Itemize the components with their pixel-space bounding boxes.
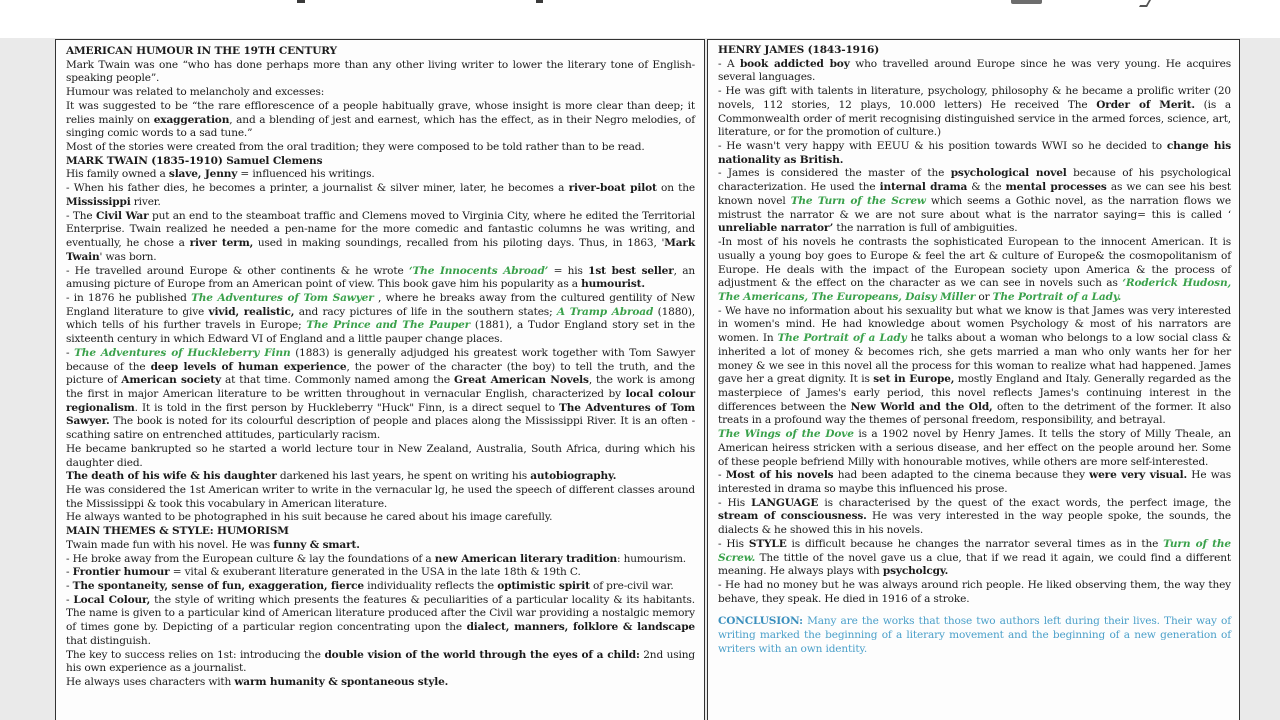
paragraph [718,538,1231,579]
text-run: Most of the stories were created from the oral tradition; they were composed to be told rather than to be read. [66,141,645,154]
text-run: Great American Novels [454,374,589,387]
text-run: used in making soundings, recalled from his piloting days. Thus, in 1863, ' [253,237,665,250]
text-run: He always wanted to be photographed in his suit because he cared about his image carefully. [66,511,553,524]
text-run: river. [130,195,161,208]
text-run: 1st best seller [588,264,674,277]
text-run: unreliable narrator’ [718,222,834,235]
paragraph [66,168,695,182]
text-run: The spontaneity, sense of fun, exaggeration, fierce [72,580,364,593]
text-run: , the work is among the first in major American literature to be written throughout in vernacular English, characterized by [66,374,696,400]
text-run: dialect, manners, folklore & landscape [466,621,695,634]
text-run: The Wings of the Dove [718,428,854,441]
text-run: or [975,290,993,303]
text-run: Frontier humour [72,566,170,579]
text-run: optimistic spirit [497,580,590,593]
paragraph [718,58,1231,85]
paragraph [718,469,1231,496]
paragraph [718,236,1231,305]
toolbar-chip[interactable] [1011,0,1042,4]
text-run: ‘Roderick Hudosn, The Americans, The Europeans, Daisy Miller [718,277,1231,303]
text-run: , and a blending of jest and earnest, which has the effect, as in their Negro melodies, of singing comic words to a sad tune.” [66,113,695,140]
text-run: The Prince and The Pauper [306,319,471,332]
text-run: put an end to the steamboat traffic and Clemens moved to Virginia City, where he edited the Territorial Enterprise. Twain realized he needed a pen-name for the more comedic and fantastic columns he was writing, and eventually, he chose a [66,209,695,250]
paragraph [66,553,695,567]
text-run: - His [718,537,749,550]
text-run: slave, Jenny [168,168,238,181]
text-run: psycholcgy. [882,565,949,578]
text-run: Local Colour, [73,593,151,606]
text-run: - [66,593,74,606]
text-run: river-boat pilot [568,182,657,195]
text-run: He was very interested in the way people spoke, the sounds, the dialects & he showed this in his novels. [718,510,1231,537]
text-run: It was suggested to be “the rare efflorescence of a people habitually grave, whose insight is more clear than deep; it relies mainly on [66,99,695,126]
text-run: - A [718,57,740,70]
paragraph [66,292,695,347]
text-run: Order of Merit. [1096,98,1195,111]
text-run: who travelled around Europe since he was very young. He acquires several languages. [718,57,1231,84]
text-run: : humourism. [616,552,686,565]
text-run: (1880), which tells of his further travels in Europe; [66,305,696,332]
text-run: Twain made fun with his novel. He was [66,538,274,551]
text-run: were very visual. [1089,469,1187,482]
text-run: - He travelled around Europe & other continents & he wrote [66,264,409,277]
paragraph [66,210,695,265]
text-run: exaggeration [153,113,230,126]
text-run: is a 1902 novel by Henry James. It tells the story of Milly Theale, an American heiress stricken with a serious disease, and her effect on the people around her. Some of these people befriend Milly with honourable motives, while others are more self-interested. [718,428,1231,468]
paragraph [66,511,695,525]
text-run: - We have no information about his sexuality but what we know is that James was very interested in women's mind. He had knowledge about women Psychology & most of his narrators are women. In [718,304,1231,345]
text-run: , the power of the character (the boy) to tell the truth, and the picture of [66,360,696,387]
text-run: The Turn of the Screw [790,194,926,207]
text-run: -In most of his novels he contrasts the sophisticated European to the innocent American. It is usually a young boy goes to Europe & feel the art & culture of Europe& the cosmopolitanism of Europe. He deals with the impact of the European society upon America & the process of adjustment & the effect on the character as we can see in novels such as [718,236,1231,290]
text-run: = influenced his writings. [237,168,375,181]
text-run: book addicted boy [739,57,850,70]
text-run: New World and the Old, [850,400,993,413]
text-run: of pre-civil war. [589,580,674,593]
text-run: - [718,469,726,482]
text-run: - [66,346,75,359]
text-run: = vital & exuberant literature generated in the USA in the late 18th & 19th C. [169,566,581,579]
text-run: - The [66,209,97,222]
text-run: - He wasn't very happy with EEUU & his position towards WWI so he decided to [718,140,1167,153]
text-run: Mark Twain was one “who has done perhaps more than any other living writer to lower the literary tone of English-speaking people”. [66,58,695,85]
text-run: His family owned a [66,168,169,181]
paragraph [66,155,695,169]
text-run: often to the detriment of the former. It also treats in a profound way the themes of personal freedom, responsibility, and betrayal. [718,400,1231,427]
text-run: The key to success relies on 1st: introducing the [66,648,325,661]
paragraph [718,85,1231,140]
text-run: - He had no money but he was always around rich people. He liked observing them, the way they behave, they speak. He died in 1916 of a stroke. [718,579,1231,605]
text-run: is characterised by the quest of the exact words, the perfect image, the [818,496,1231,509]
conclusion-paragraph [718,615,1231,656]
text-run: HENRY JAMES (1843-1916) [718,44,880,56]
text-run: = his [548,264,589,277]
text-run: - He broke away from the European culture & lay the foundations of a [66,552,435,565]
text-run: mental processes [1005,181,1107,194]
paragraph [66,580,695,594]
text-run: The Adventures of Huckleberry Finn [74,346,291,359]
text-run: MARK TWAIN (1835-1910) Samuel Clemens [66,154,323,167]
text-run: ‘The Innocents Abroad’ [408,264,549,277]
text-run: Civil War [96,209,149,222]
text-run: he talks about a woman who belongs to a low social class & inherited a lot of money & becomes rich, she gets married a man who only wants her for her money & we see in this novel all the process for this woman to realize what had happened. James gave her a great dignity. It is [718,332,1231,386]
text-run: local colour regionalism [66,387,696,414]
text-run: MAIN THEMES & STYLE: HUMORISM [66,525,289,538]
text-run: - [66,580,73,593]
text-run: is difficult because he changes the narrator several times as in the [786,537,1164,550]
text-run: , an amusing picture of Europe from an American point of view. This book gave him his popularity as a [66,264,695,291]
text-run: The death of his wife & his daughter [66,470,277,483]
text-run: 2nd using his own experience as a journalist. [66,648,695,675]
text-run: river term, [189,237,254,250]
paragraph [66,525,695,539]
text-run: deep levels of human experience [150,360,347,373]
right-column-henry-james [707,39,1240,720]
text-run: American society [121,374,222,387]
paragraph [66,86,695,100]
paragraph [66,676,695,690]
text-run: darkened his last years, he spent on writing his [276,470,531,483]
paragraph [66,594,695,649]
text-run: AMERICAN HUMOUR IN THE 19TH CENTURY [66,45,337,57]
text-run: - When his father dies, he becomes a printer, a journalist & silver miner, later, he becomes a [66,182,569,195]
text-run: change his nationality as British. [718,140,1231,166]
paragraph [718,497,1231,538]
text-run: Humour was related to melancholy and excesses: [66,86,325,99]
text-run: Mississippi [66,195,131,208]
text-run: ' was born. [99,250,157,263]
paragraph [718,305,1231,428]
text-run: psychological novel [950,167,1067,180]
text-run: vivid, realistic, [208,305,295,318]
text-run: internal drama [879,181,968,194]
text-run: on the [656,182,695,195]
paragraph [66,484,695,511]
text-run: as we can see his best known novel [718,181,1231,207]
text-run: The Adventures of Tom Sawyer [191,291,374,304]
text-run: set in Europe, [873,373,955,386]
text-run: The book is noted for its colourful description of people and places along the Mississippi River. It is an often -scathing satire on entrenched attitudes, particularly racism. [66,415,695,442]
text-run: funny & smart. [273,538,360,551]
text-run: the narration is full of ambiguities. [833,222,1018,235]
text-run: that distinguish. [66,634,151,647]
text-run: Turn of the Screw. [718,537,1231,564]
paragraph [66,470,695,484]
toolbar-dash [297,0,305,3]
text-run: which seems a Gothic novel, as the narration flows we mistrust the narrator & we are not sure about what is the narrator saying= this is called ‘ [718,194,1231,221]
text-run: Most of his novels [725,469,834,482]
text-run: He became bankrupted so he started a world lecture tour in New Zealand, Australia, South Africa, during which his daughter died. [66,442,695,469]
paragraph [718,44,1231,58]
text-run: He was interested in drama so maybe this influenced his prose. [718,469,1231,495]
paragraph [66,649,695,676]
text-run: STYLE [748,537,787,550]
text-run: mostly England and Italy. Generally regarded as the masterpiece of James's early period, this novel reflects James's continuing interest in the differences between the [718,373,1232,413]
text-run: CONCLUSION: [718,615,803,628]
top-toolbar [0,0,1280,38]
text-run: LANGUAGE [751,496,819,509]
paragraph [66,539,695,553]
text-run: - in 1876 he published [66,291,192,304]
paragraph [66,443,695,470]
paragraph [66,182,695,209]
text-run: new American literary tradition [434,552,617,565]
toolbar-dash [536,0,543,3]
text-run: (1881), a Tudor England story set in the sixteenth century in which Edward VI of England and a little pauper change places. [66,319,695,346]
search-icon[interactable] [1139,0,1151,7]
paragraph [66,45,695,59]
text-run: Many are the works that those two authors left during their lives. Their way of writing marked the beginning of a literary movement and the beginning of a new generation of writers with an own identity. [718,615,1231,655]
paragraph [718,140,1231,167]
text-run: individuality reflects the [363,580,498,593]
text-run: at that time. Commonly named among the [221,374,455,387]
text-run: . It is told in the first person by Huckleberry "Huck" Finn, is a direct sequel to [134,401,559,414]
text-run: Mark Twain [66,237,695,263]
text-run: & the [967,181,1006,194]
text-run: He was considered the 1st American writer to write in the vernacular lg, he used the speech of different classes around the Mississippi & took this vocabulary in American literature. [66,484,695,510]
text-run: - [66,566,73,579]
text-run: He always uses characters with [66,676,235,689]
text-run: - James is considered the master of the [718,167,951,180]
text-run: double vision of the world through the eyes of a child: [324,648,640,661]
text-run: The Adventures of Tom Sawyer. [66,401,695,428]
text-run: warm humanity & spontaneous style. [234,676,449,689]
text-run: - His [718,496,752,509]
text-run: the style of writing which presents the features & peculiarities of a particular locality & its habitants. The name is given to a particular kind of American literature produced after the Civil war providing a nostalgic memory of times gone by. Depicting of a particular region concentrating upon the [66,593,695,634]
paragraph [66,566,695,580]
text-run: The Portrait of a Lady [777,332,907,345]
text-run: The tittle of the novel gave us a clue, that if we read it again, we could find a different meaning. He always plays with [718,551,1231,578]
text-run: humourist. [581,278,645,291]
text-run: and racy pictures of life in the southern states; [294,305,557,318]
text-run: A Tramp Abroad [556,305,654,318]
paragraph [718,167,1231,236]
paragraph [718,428,1231,469]
text-run: autobiography. [530,470,617,483]
text-run: - He was gift with talents in literature, psychology, philosophy & he became a prolific writer (20 novels, 112 stories, 12 plays, 10.000 letters) He received The [718,85,1231,111]
text-run: stream of consciousness. [718,510,867,523]
paragraph [66,141,695,155]
text-run: (1883) is generally adjudged his greatest work together with Tom Sawyer because of the [66,346,695,373]
text-run: had been adapted to the cinema because they [833,469,1090,482]
text-run: The Portrait of a Lady. [992,290,1122,303]
paragraph [66,100,695,141]
paragraph [66,59,695,86]
text-run: , where he breaks away from the cultured gentility of New England literature to give [66,291,695,318]
text-run: (is a Commonwealth order of merit recognising distinguished service in the armed forces, science, art, literature, or for the promotion of culture.) [718,98,1232,139]
text-run: because of his psychological characterization. He used the [718,167,1231,194]
paragraph [718,579,1231,606]
left-column-mark-twain [55,39,705,720]
paragraph [66,265,695,292]
paragraph [66,347,695,443]
